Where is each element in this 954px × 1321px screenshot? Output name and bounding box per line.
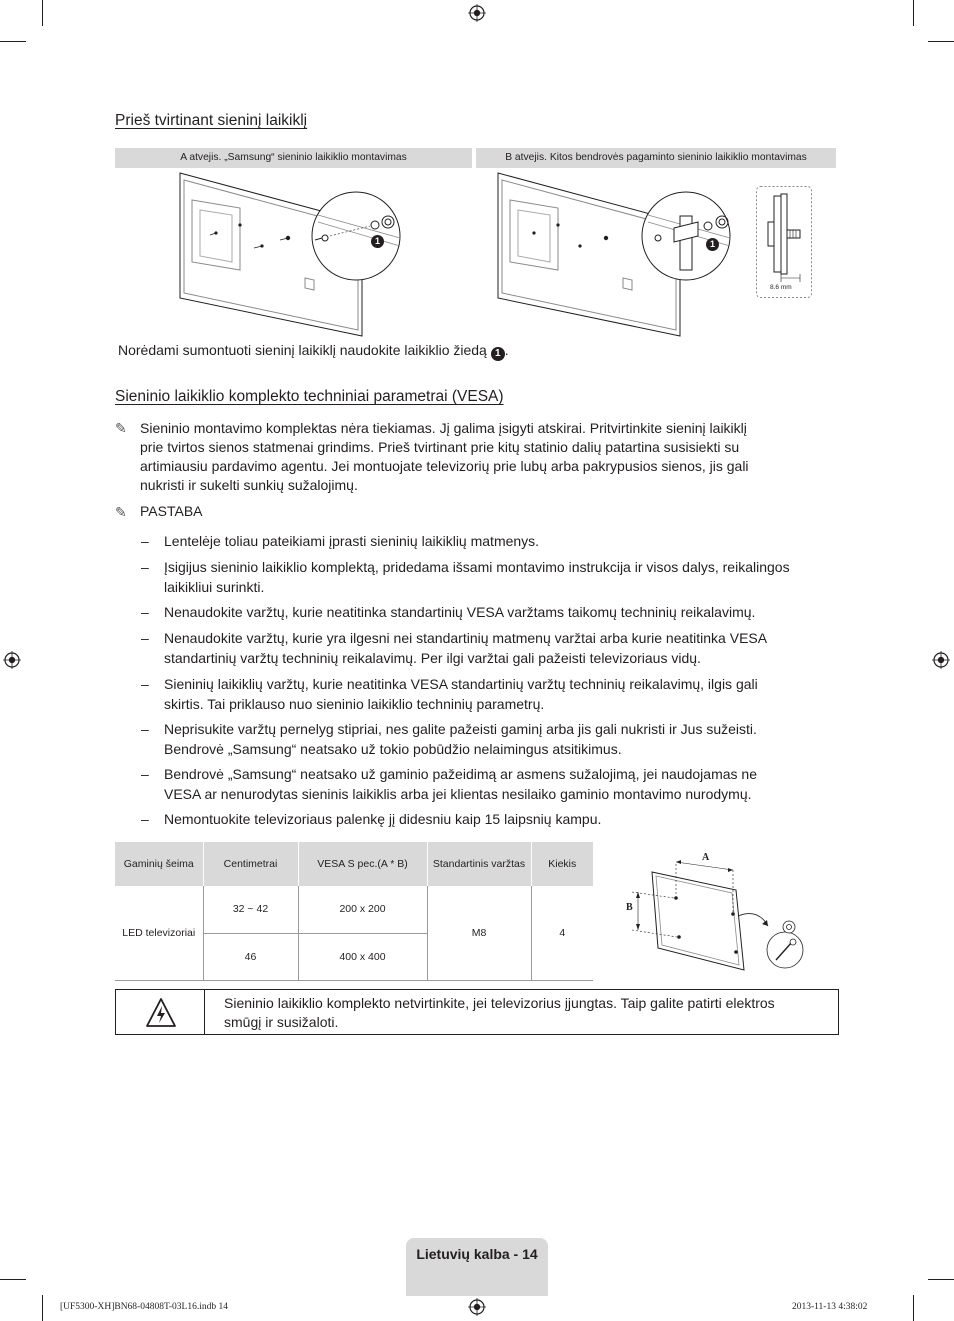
page-number-label: Lietuvių kalba - 14 [416, 1246, 538, 1262]
paragraph-line: Sieninio montavimo komplektas nėra tiekiamas. Jį galima įsigyti atskirai. Pritvirtinkite sieninį laikiklį [140, 420, 747, 436]
high-voltage-warning-icon [145, 997, 177, 1029]
crop-mark [913, 1295, 914, 1321]
file-slug: [UF5300-XH]BN68-04808T-03L16.indb 14 [60, 1302, 229, 1312]
bullet-dash: – [141, 766, 149, 782]
bullet-item [164, 629, 844, 668]
header-quantity: Kiekis [531, 842, 593, 886]
bullet-line: laikikliui surinkti. [164, 578, 265, 595]
warning-line: Sieninio laikiklio komplekto netvirtinkite, jei televizorius įjungtas. Taip galite patirti elektros [224, 995, 775, 1011]
bullet-line: Bendrovė „Samsung“ neatsako už gaminio pažeidimą ar asmens sužalojimą, jei naudojamas ne [164, 766, 757, 782]
section-title-text: Prieš tvirtinant sieninį laikiklį [115, 112, 308, 129]
cell-quantity: 4 [531, 886, 593, 980]
caption-case-a: A atvejis. „Samsung“ sieninio laikiklio montavimas [115, 148, 472, 168]
crop-mark [928, 41, 954, 42]
header-vesa-spec: VESA S pec.(A * B) [298, 842, 427, 886]
bullet-item [164, 720, 844, 759]
crop-mark [42, 1295, 43, 1321]
caption-case-b: B atvejis. Kitos bendrovės pagaminto sieninio laikiklio montavimas [476, 148, 836, 168]
wall-mount-diagram-b [490, 170, 750, 340]
bullet-item [164, 675, 844, 714]
warning-text [224, 994, 834, 1032]
dimension-label-a: A [702, 852, 710, 863]
bullet-item [164, 765, 844, 804]
bullet-line: Bendrovė „Samsung“ neatsako už tokio pobūdžio nelaimingus atsitikimus. [164, 740, 622, 757]
cell-product-family: LED televizoriai [115, 886, 203, 980]
header-standard-screw: Standartinis varžtas [427, 842, 531, 886]
header-centimeters: Centimetrai [203, 842, 298, 886]
bullet-dash: – [141, 533, 149, 549]
ring-instruction-text: Norėdami sumontuoti sieninį laikiklį naudokite laikiklio žiedą [118, 342, 487, 358]
bullet-line: standartinių varžtų techninių reikalavimų. Per ilgi varžtai gali pažeisti televizoriaus vidų. [164, 649, 701, 666]
warning-line: smūgį ir susižaloti. [224, 1014, 339, 1030]
callout-number-a: 1 [371, 235, 384, 248]
bullet-line: Nenaudokite varžtų, kurie yra ilgesni nei standartinių matmenų varžtai arba kurie neatitinka VESA [164, 630, 768, 646]
cell-screw: M8 [427, 886, 531, 980]
callout-number-b: 1 [706, 238, 719, 251]
note-pencil-icon: ✎ [115, 420, 127, 436]
bullet-line: Sieninių laikiklių varžtų, kurie neatitinka VESA standartinių varžtų techninių reikalavimų, ilgis gali [164, 676, 758, 692]
wall-mount-diagram-a [170, 170, 420, 340]
crop-mark [0, 41, 26, 42]
note-pencil-icon: ✎ [115, 504, 127, 520]
dimension-label-b: B [626, 902, 633, 913]
bullet-line: Lentelėje toliau pateikiami įprasti sieninių laikiklių matmenys. [164, 533, 540, 549]
header-product-family: Gaminių šeima [115, 842, 203, 886]
table-header-row [115, 842, 593, 886]
cell-vesa: 400 x 400 [298, 933, 427, 980]
bullet-dash: – [141, 721, 149, 737]
crop-mark [42, 0, 43, 26]
ring-instruction-end: . [504, 342, 509, 358]
bullet-line: Nemontuokite televizoriaus palenkę jį didesniu kaip 15 laipsnių kampu. [164, 811, 602, 827]
cell-centimeters: 32 ~ 42 [203, 886, 298, 933]
ring-instruction [118, 341, 509, 361]
section-title-text: Sieninio laikiklio komplekto techniniai parametrai (VESA) [115, 388, 504, 405]
registration-mark-icon [468, 1298, 486, 1316]
vesa-spec-table [115, 842, 593, 981]
print-timestamp: 2013-11-13 4:38:02 [792, 1302, 868, 1312]
registration-mark-icon [468, 4, 486, 22]
vesa-dimension-diagram [618, 848, 818, 980]
paragraph-line: nukristi ir sukelti sunkių sužalojimų. [140, 477, 358, 493]
registration-mark-icon [932, 651, 950, 669]
bullet-dash: – [141, 604, 149, 620]
bullet-dash: – [141, 811, 149, 827]
section-title-vesa [115, 388, 504, 406]
bullet-dash: – [141, 676, 149, 692]
bullet-line: skirtis. Tai priklauso nuo sieninio laikiklio techninių parametrų. [164, 695, 545, 712]
bullet-item [164, 603, 844, 623]
bullet-item [164, 532, 844, 552]
callout-number-inline: 1 [491, 347, 505, 361]
bullet-line: Nenaudokite varžtų, kurie neatitinka standartinių VESA varžtams taikomų techninių reikalavimų. [164, 604, 756, 620]
paragraph-line: artimiausiu pardavimo agentu. Jei montuojate televizorių prie lubų arba pakrypusios sienos, jis gali [140, 458, 749, 474]
cell-vesa: 200 x 200 [298, 886, 427, 933]
bullet-item [164, 558, 844, 597]
table-row [115, 886, 593, 933]
paragraph-line: prie tvirtos sienos statmenai grindims. Prieš tvirtinant prie kitų statinio dalių patartina susisiekti su [140, 439, 740, 455]
electric-shock-warning [115, 989, 839, 1035]
bullet-line: Neprisukite varžtų pernelyg stipriai, nes galite pažeisti gaminį arba jis gali nukristi ir Jus sužeisti. [164, 721, 757, 737]
registration-mark-icon [3, 651, 21, 669]
crop-mark [0, 1279, 26, 1280]
bullet-dash: – [141, 559, 149, 575]
note-label: PASTABA [140, 503, 203, 519]
vesa-paragraph [140, 419, 749, 495]
cell-centimeters: 46 [203, 933, 298, 980]
bullet-line: VESA ar nenurodytas sieninis laikiklis arba jei klientas nesilaiko gaminio montavimo nurodymų. [164, 785, 752, 802]
warning-divider [204, 990, 205, 1034]
bullet-item [164, 810, 844, 830]
section-title-before-mounting [115, 112, 307, 130]
dimension-label: 8.6 mm [770, 284, 792, 291]
crop-mark [928, 1279, 954, 1280]
bullet-line: Įsigijus sieninio laikiklio komplektą, pridedama išsami montavimo instrukcija ir visos dalys, reikalingos [164, 559, 790, 575]
bullet-dash: – [141, 630, 149, 646]
crop-mark [913, 0, 914, 26]
screw-depth-detail [756, 186, 812, 298]
